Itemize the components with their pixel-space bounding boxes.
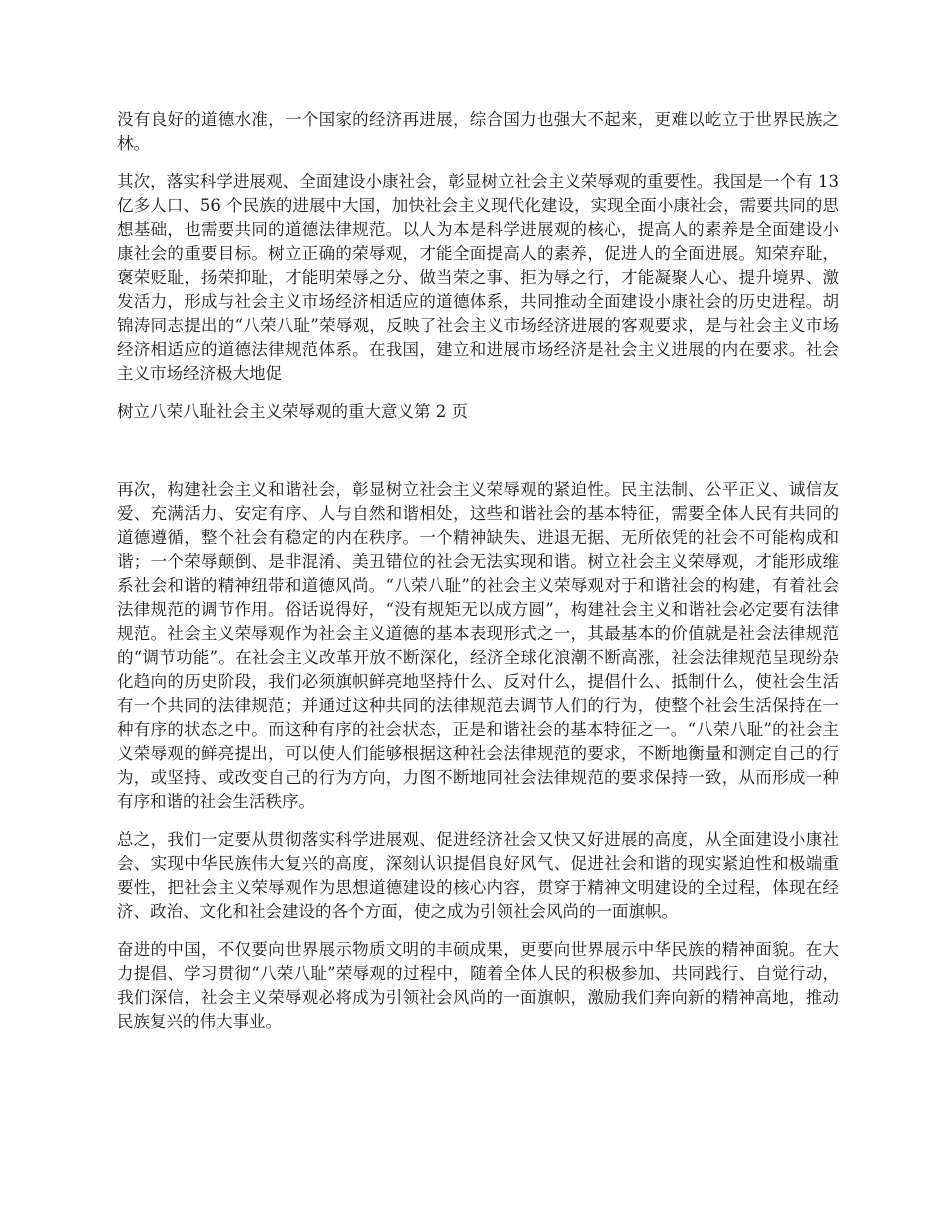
paragraph-in-summary: 总之，我们一定要从贯彻落实科学进展观、促进经济社会又快又好进展的高度，从全面建设小康社会、实现中华民族伟大复兴的高度，深刻认识提倡良好风气、促进社会和谐的现实紧迫性和极端重要性，把社会主义荣辱观作为思想道德建设的核心内容，贯穿于精神文明建设的全过程，体现在经济、政治、文化和社会建设的各个方面，使之成为引领社会风尚的一面旗帜。: [117, 830, 839, 921]
paragraph-intro-ending: 没有良好的道德水准，一个国家的经济再进展，综合国力也强大不起来，更难以屹立于世界民族之林。: [117, 110, 839, 153]
page-title: 树立八荣八耻社会主义荣辱观的重大意义第 2 页: [117, 402, 468, 421]
paragraph-secondly: 其次，落实科学进展观、全面建设小康社会，彰显树立社会主义荣辱观的重要性。我国是一个有 13 亿多人口、56 个民族的进展中大国，加快社会主义现代化建设，实现全面小康社会，需要共同的思想基础，也需要共同的道德法律规范。以人为本是科学进展观的核心，提高人的素养是全面建设小康社会的重要目标。树立正确的荣辱观，才能全面提高人的素养，促进人的全面进展。知荣弃耻，褒荣贬耻，扬荣抑耻，才能明荣辱之分、做当荣之事、拒为辱之行，才能凝聚人心、提升境界、激发活力，形成与社会主义市场经济相适应的道德体系，共同推动全面建设小康社会的历史进程。胡锦涛同志提出的“八荣八耻”荣辱观，反映了社会主义市场经济进展的客观要求，是与社会主义市场经济相适应的道德法律规范体系。在我国，建立和进展市场经济是社会主义进展的内在要求。社会主义市场经济极大地促: [117, 172, 839, 383]
paragraph-conclusion: 奋进的中国，不仅要向世界展示物质文明的丰硕成果，更要向世界展示中华民族的精神面貌。在大力提倡、学习贯彻“八荣八耻”荣辱观的过程中，随着全体人民的积极参加、共同践行、自觉行动，我们深信，社会主义荣辱观必将成为引领社会风尚的一面旗帜，激励我们奔向新的精神高地，推动民族复兴的伟大事业。: [117, 940, 839, 1031]
paragraph-thirdly: 再次，构建社会主义和谐社会，彰显树立社会主义荣辱观的紧迫性。民主法制、公平正义、诚信友爱、充满活力、安定有序、人与自然和谐相处，这些和谐社会的基本特征，需要全体人民有共同的道德遵循，整个社会有稳定的内在秩序。一个精神缺失、进退无据、无所依凭的社会不可能构成和谐；一个荣辱颠倒、是非混淆、美丑错位的社会无法实现和谐。树立社会主义荣辱观，才能形成维系社会和谐的精神纽带和道德风尚。“八荣八耻”的社会主义荣辱观对于和谐社会的构建，有着社会法律规范的调节作用。俗话说得好，“没有规矩无以成方圆”，构建社会主义和谐社会必定要有法律规范。社会主义荣辱观作为社会主义道德的基本表现形式之一，其最基本的价值就是社会法律规范的“调节功能”。在社会主义改革开放不断深化，经济全球化浪潮不断高涨，社会法律规范呈现纷杂化趋向的历史阶段，我们必须旗帜鲜亮地坚持什么、反对什么，提倡什么、抵制什么，使社会生活有一个共同的法律规范；并通过这种共同的法律规范去调节人们的行为，使整个社会生活保持在一种有序的状态之中。而这种有序的社会状态，正是和谐社会的基本特征之一。“八荣八耻”的社会主义荣辱观的鲜亮提出，可以使人们能够根据这种社会法律规范的要求，不断地衡量和测定自己的行为，或坚持、或改变自己的行为方向，力图不断地同社会法律规范的要求保持一致，从而形成一种有序和谐的社会生活秩序。: [117, 480, 839, 811]
document-page: [117, 108, 839, 1048]
